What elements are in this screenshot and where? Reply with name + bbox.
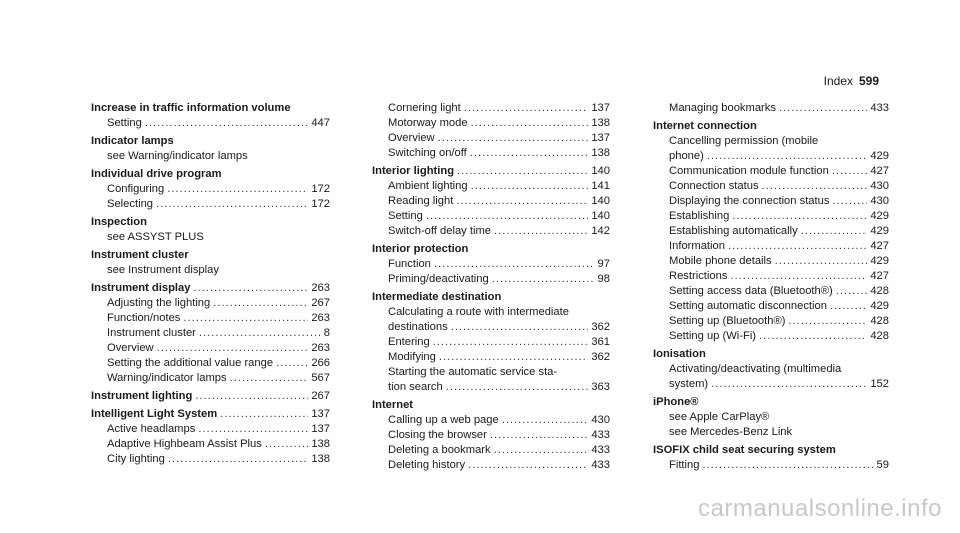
dot-leader <box>468 458 588 473</box>
dot-leader <box>775 254 868 269</box>
entry-page-number: 427 <box>870 270 889 282</box>
entry-label: Motorway mode <box>388 117 468 129</box>
entry-page-number: 172 <box>311 198 330 210</box>
index-heading <box>91 407 330 422</box>
index-heading <box>91 101 330 116</box>
entry-label: Setting <box>107 117 142 129</box>
index-subentry <box>653 224 889 239</box>
entry-page-number: 433 <box>591 429 610 441</box>
dot-leader <box>183 311 308 326</box>
index-heading <box>91 281 330 296</box>
dot-leader <box>145 116 308 131</box>
watermark: carmanualsonline.info <box>698 495 942 522</box>
entry-label: Instrument cluster <box>107 327 196 339</box>
dot-leader <box>711 377 867 392</box>
entry-page-number: 140 <box>591 195 610 207</box>
entry-label: see Apple CarPlay® <box>669 411 770 423</box>
index-reference <box>91 149 330 164</box>
dot-leader <box>193 281 308 296</box>
dot-leader <box>779 101 867 116</box>
dot-leader <box>801 224 868 239</box>
entry-page-number: 140 <box>591 210 610 222</box>
entry-label: Overview <box>107 342 154 354</box>
entry-label: Configuring <box>107 183 165 195</box>
entry-page-number: 430 <box>870 195 889 207</box>
entry-page-number: 429 <box>870 210 889 222</box>
index-column-2 <box>372 101 610 473</box>
index-reference <box>91 263 330 278</box>
entry-page-number: 137 <box>311 423 330 435</box>
dot-leader <box>195 389 308 404</box>
entry-page-number: 430 <box>870 180 889 192</box>
index-reference <box>372 305 610 320</box>
index-subentry <box>372 320 610 335</box>
entry-label: phone) <box>669 150 704 162</box>
entry-label: Setting automatic disconnection <box>669 300 827 312</box>
dot-leader <box>451 320 589 335</box>
entry-label: Priming/deactivating <box>388 273 489 285</box>
index-subentry <box>653 209 889 224</box>
entry-page-number: 98 <box>597 273 610 285</box>
entry-page-number: 266 <box>311 357 330 369</box>
entry-page-number: 428 <box>870 315 889 327</box>
index-reference <box>91 230 330 245</box>
entry-page-number: 430 <box>591 414 610 426</box>
entry-label: Switch-off delay time <box>388 225 492 237</box>
dot-leader <box>167 182 308 197</box>
index-heading <box>372 398 610 413</box>
entry-page-number: 433 <box>870 102 889 114</box>
entry-label: Instrument lighting <box>91 390 193 402</box>
dot-leader <box>732 209 867 224</box>
index-heading <box>91 134 330 149</box>
index-reference <box>653 410 889 425</box>
dot-leader <box>456 194 588 209</box>
entry-page-number: 141 <box>591 180 610 192</box>
entry-label: Function/notes <box>107 312 181 324</box>
entry-page-number: 428 <box>870 330 889 342</box>
entry-label: Intelligent Light System <box>91 408 218 420</box>
entry-page-number: 263 <box>311 342 330 354</box>
index-subentry <box>91 356 330 371</box>
entry-label: Cornering light <box>388 102 461 114</box>
index-subentry <box>653 269 889 284</box>
index-subentry <box>91 197 330 212</box>
entry-label: Intermediate destination <box>372 291 502 303</box>
entry-label: Setting up (Bluetooth®) <box>669 315 786 327</box>
entry-page-number: 138 <box>591 117 610 129</box>
entry-page-number: 361 <box>591 336 610 348</box>
entry-label: see ASSYST PLUS <box>107 231 204 243</box>
entry-label: Starting the automatic service sta- <box>388 366 558 378</box>
dot-leader <box>438 131 589 146</box>
index-reference <box>653 362 889 377</box>
entry-label: Mobile phone details <box>669 255 772 267</box>
dot-leader <box>470 146 589 161</box>
entry-page-number: 137 <box>591 132 610 144</box>
entry-label: see Mercedes-Benz Link <box>669 426 793 438</box>
entry-label: Setting access data (Bluetooth®) <box>669 285 833 297</box>
entry-page-number: 137 <box>311 408 330 420</box>
entry-label: Ambient lighting <box>388 180 468 192</box>
index-heading <box>91 215 330 230</box>
index-subentry <box>372 194 610 209</box>
entry-label: Adjusting the lighting <box>107 297 211 309</box>
entry-label: Setting up (Wi-Fi) <box>669 330 757 342</box>
index-subentry <box>91 296 330 311</box>
page-header <box>824 74 879 88</box>
dot-leader <box>265 437 308 452</box>
entry-label: Interior lighting <box>372 165 455 177</box>
entry-label: Establishing automatically <box>669 225 798 237</box>
entry-label: Indicator lamps <box>91 135 174 147</box>
index-heading <box>372 290 610 305</box>
dot-leader <box>490 428 588 443</box>
entry-label: Switching on/off <box>388 147 467 159</box>
entry-label: Displaying the connection status <box>669 195 830 207</box>
entry-label: Ionisation <box>653 348 706 360</box>
index-subentry <box>91 452 330 467</box>
entry-page-number: 138 <box>311 453 330 465</box>
entry-label: tion search <box>388 381 443 393</box>
index-subentry <box>372 428 610 443</box>
index-heading <box>91 248 330 263</box>
dot-leader <box>433 335 589 350</box>
entry-label: Active headlamps <box>107 423 196 435</box>
index-subentry <box>653 329 889 344</box>
index-subentry <box>653 458 889 473</box>
entry-label: see Warning/indicator lamps <box>107 150 248 162</box>
entry-label: Setting <box>388 210 423 222</box>
entry-label: see Instrument display <box>107 264 219 276</box>
index-subentry <box>372 443 610 458</box>
entry-label: destinations <box>388 321 448 333</box>
index-heading <box>91 167 330 182</box>
entry-label: Instrument display <box>91 282 191 294</box>
entry-label: Calling up a web page <box>388 414 499 426</box>
index-reference <box>653 425 889 440</box>
index-subentry <box>372 224 610 239</box>
entry-label: Cancelling permission (mobile <box>669 135 819 147</box>
index-column-3 <box>653 101 889 473</box>
entry-page-number: 140 <box>591 165 610 177</box>
entry-label: Function <box>388 258 431 270</box>
index-subentry <box>653 179 889 194</box>
dot-leader <box>157 341 309 356</box>
entry-page-number: 433 <box>591 459 610 471</box>
index-subentry <box>91 326 330 341</box>
index-subentry <box>653 164 889 179</box>
entry-page-number: 429 <box>870 150 889 162</box>
entry-page-number: 152 <box>870 378 889 390</box>
dot-leader <box>457 164 588 179</box>
entry-page-number: 429 <box>870 300 889 312</box>
dot-leader <box>759 329 867 344</box>
entry-page-number: 429 <box>870 255 889 267</box>
index-subentry <box>372 101 610 116</box>
dot-leader <box>220 407 308 422</box>
index-heading <box>653 395 889 410</box>
entry-label: Selecting <box>107 198 154 210</box>
index-subentry <box>372 146 610 161</box>
index-subentry <box>372 272 610 287</box>
index-subentry <box>653 194 889 209</box>
index-heading <box>653 347 889 362</box>
index-subentry <box>653 299 889 314</box>
index-heading <box>91 389 330 404</box>
index-subentry <box>372 413 610 428</box>
index-subentry <box>91 422 330 437</box>
entry-label: Entering <box>388 336 430 348</box>
entry-label: Warning/indicator lamps <box>107 372 227 384</box>
index-subentry <box>91 371 330 386</box>
dot-leader <box>730 269 867 284</box>
index-subentry <box>653 149 889 164</box>
dot-leader <box>156 197 308 212</box>
dot-leader <box>199 326 321 341</box>
dot-leader <box>702 458 873 473</box>
entry-page-number: 59 <box>876 459 889 471</box>
page-number: 599 <box>858 74 879 88</box>
entry-label: Reading light <box>388 195 454 207</box>
dot-leader <box>502 413 589 428</box>
entry-label: Interior protection <box>372 243 469 255</box>
entry-page-number: 362 <box>591 321 610 333</box>
entry-page-number: 263 <box>311 282 330 294</box>
entry-page-number: 142 <box>591 225 610 237</box>
index-subentry <box>372 257 610 272</box>
index-subentry <box>372 131 610 146</box>
entry-label: Communication module function <box>669 165 829 177</box>
section-title: Index <box>823 74 853 88</box>
index-subentry <box>653 377 889 392</box>
entry-page-number: 567 <box>311 372 330 384</box>
index-subentry <box>653 314 889 329</box>
entry-page-number: 363 <box>591 381 610 393</box>
index-subentry <box>372 380 610 395</box>
entry-label: Deleting a bookmark <box>388 444 491 456</box>
index-heading <box>372 164 610 179</box>
entry-page-number: 447 <box>311 117 330 129</box>
entry-label: Adaptive Highbeam Assist Plus <box>107 438 262 450</box>
entry-page-number: 137 <box>591 102 610 114</box>
entry-label: Activating/deactivating (multimedia <box>669 363 842 375</box>
entry-label: Closing the browser <box>388 429 487 441</box>
entry-page-number: 97 <box>597 258 610 270</box>
dot-leader <box>707 149 867 164</box>
index-reference <box>653 134 889 149</box>
dot-leader <box>434 257 595 272</box>
index-subentry <box>372 179 610 194</box>
entry-label: Deleting history <box>388 459 466 471</box>
entry-page-number: 267 <box>311 297 330 309</box>
index-heading <box>653 119 889 134</box>
dot-leader <box>494 224 588 239</box>
entry-page-number: 428 <box>870 285 889 297</box>
entry-label: Individual drive program <box>91 168 222 180</box>
entry-page-number: 362 <box>591 351 610 363</box>
index-heading <box>372 242 610 257</box>
index-reference <box>372 365 610 380</box>
entry-page-number: 429 <box>870 225 889 237</box>
index-subentry <box>372 209 610 224</box>
dot-leader <box>471 179 589 194</box>
entry-label: Information <box>669 240 725 252</box>
dot-leader <box>213 296 308 311</box>
entry-page-number: 172 <box>311 183 330 195</box>
entry-label: ISOFIX child seat securing system <box>653 444 836 456</box>
entry-page-number: 263 <box>311 312 330 324</box>
dot-leader <box>276 356 308 371</box>
entry-label: Internet <box>372 399 414 411</box>
dot-leader <box>788 314 867 329</box>
index-subentry <box>653 284 889 299</box>
entry-label: Instrument cluster <box>91 249 189 261</box>
entry-label: Increase in traffic information volume <box>91 102 291 114</box>
entry-label: Inspection <box>91 216 147 228</box>
entry-label: Managing bookmarks <box>669 102 776 114</box>
entry-label: Internet connection <box>653 120 757 132</box>
dot-leader <box>446 380 589 395</box>
index-subentry <box>372 458 610 473</box>
entry-label: Fitting <box>669 459 700 471</box>
entry-label: Connection status <box>669 180 759 192</box>
dot-leader <box>830 299 867 314</box>
entry-label: Restrictions <box>669 270 728 282</box>
dot-leader <box>198 422 308 437</box>
dot-leader <box>464 101 589 116</box>
dot-leader <box>471 116 589 131</box>
dot-leader <box>832 164 868 179</box>
dot-leader <box>492 272 595 287</box>
index-subentry <box>91 437 330 452</box>
entry-label: Modifying <box>388 351 436 363</box>
dot-leader <box>168 452 309 467</box>
index-subentry <box>653 101 889 116</box>
index-subentry <box>372 116 610 131</box>
entry-page-number: 8 <box>323 327 330 339</box>
entry-page-number: 427 <box>870 165 889 177</box>
index-subentry <box>653 239 889 254</box>
dot-leader <box>439 350 588 365</box>
dot-leader <box>426 209 588 224</box>
entry-label: iPhone® <box>653 396 699 408</box>
entry-label: system) <box>669 378 709 390</box>
entry-page-number: 138 <box>591 147 610 159</box>
entry-label: Establishing <box>669 210 730 222</box>
dot-leader <box>762 179 868 194</box>
entry-label: City lighting <box>107 453 165 465</box>
entry-label: Calculating a route with intermediate <box>388 306 569 318</box>
entry-label: Setting the additional value range <box>107 357 274 369</box>
index-subentry <box>91 341 330 356</box>
dot-leader <box>728 239 867 254</box>
dot-leader <box>832 194 867 209</box>
entry-page-number: 267 <box>311 390 330 402</box>
index-subentry <box>653 254 889 269</box>
entry-page-number: 138 <box>311 438 330 450</box>
index-heading <box>653 443 889 458</box>
dot-leader <box>494 443 589 458</box>
index-subentry <box>91 116 330 131</box>
index-subentry <box>372 335 610 350</box>
dot-leader <box>836 284 868 299</box>
index-subentry <box>91 182 330 197</box>
dot-leader <box>230 371 309 386</box>
entry-page-number: 427 <box>870 240 889 252</box>
index-subentry <box>372 350 610 365</box>
entry-page-number: 433 <box>591 444 610 456</box>
index-subentry <box>91 311 330 326</box>
entry-label: Overview <box>388 132 435 144</box>
index-column-1 <box>91 101 330 467</box>
